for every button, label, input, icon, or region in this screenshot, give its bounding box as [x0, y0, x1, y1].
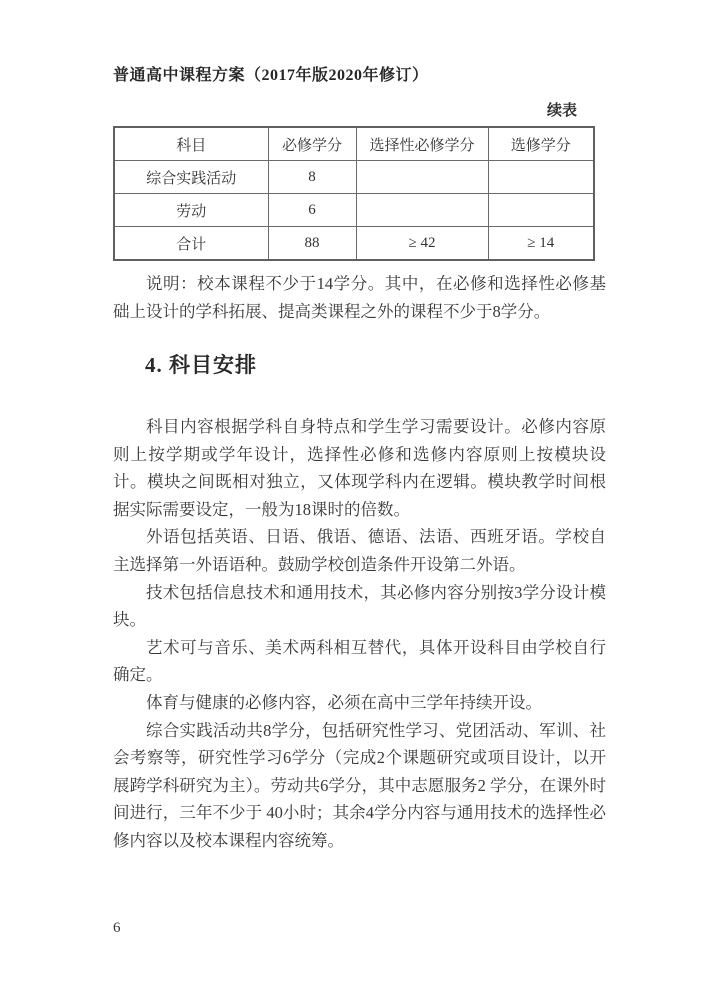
- table-note: 说明：校本课程不少于14学分。其中，在必修和选择性必修基础上设计的学科拓展、提高类课程之外的课程不少于8学分。: [113, 274, 606, 321]
- cell-required-credits: 8: [268, 161, 356, 194]
- cell-elective-credits: [488, 161, 594, 194]
- section-heading: 4. 科目安排: [145, 353, 257, 377]
- table-row: [114, 194, 594, 227]
- body-paragraph: 体育与健康的必修内容，必须在高中三学年持续开设。: [146, 692, 542, 712]
- body-paragraph: 技术包括信息技术和通用技术，其必修内容分别按3学分设计模块。: [113, 582, 606, 630]
- cell-selective-required-credits: [356, 161, 488, 194]
- table-continued-label: 续表: [546, 103, 577, 119]
- body-paragraph: 艺术可与音乐、美术两科相互替代，具体开设科目由学校自行确定。: [113, 637, 606, 685]
- cell-required-credits: 6: [268, 194, 356, 227]
- table-header-selective-required-credits: 选择性必修学分: [356, 127, 488, 161]
- credits-table: [113, 126, 595, 261]
- table-row: [114, 161, 594, 194]
- table-header-subject: 科目: [114, 127, 268, 161]
- body-paragraph: 综合实践活动共8学分，包括研究性学习、党团活动、军训、社会考察等，研究性学习6学分（完成2个课题研究或项目设计，以开展跨学科研究为主）。劳动共6学分，其中志愿服务2 学分，在课外时间进行，三年不少于 40小时；其余4学分内容与通用技术的选择性必修内容以及校本课程内容统筹。: [113, 720, 606, 850]
- cell-selective-required-credits: [356, 194, 488, 227]
- cell-subject: 综合实践活动: [114, 161, 268, 194]
- page-header-title: 普通高中课程方案（2017年版2020年修订）: [113, 67, 429, 84]
- body-paragraph: 科目内容根据学科自身特点和学生学习需要设计。必修内容原则上按学期或学年设计，选择性必修和选修内容原则上按模块设计。模块之间既相对独立，又体现学科内在逻辑。模块教学时间根据实际需要设定，一般为18课时的倍数。: [113, 417, 606, 519]
- cell-required-credits: 88: [268, 227, 356, 261]
- table-header-elective-credits: 选修学分: [488, 127, 594, 161]
- table-row-total: [114, 227, 594, 261]
- cell-subject: 合计: [114, 227, 268, 261]
- section-body: [113, 413, 606, 855]
- table-header-required-credits: 必修学分: [268, 127, 356, 161]
- body-paragraph: 外语包括英语、日语、俄语、德语、法语、西班牙语。学校自主选择第一外语语种。鼓励学校创造条件开设第二外语。: [113, 527, 606, 574]
- page-number: 6: [113, 920, 121, 936]
- cell-subject: 劳动: [114, 194, 268, 227]
- cell-elective-credits: ≥ 14: [488, 227, 594, 261]
- cell-selective-required-credits: ≥ 42: [356, 227, 488, 261]
- cell-elective-credits: [488, 194, 594, 227]
- table-header-row: [114, 127, 594, 161]
